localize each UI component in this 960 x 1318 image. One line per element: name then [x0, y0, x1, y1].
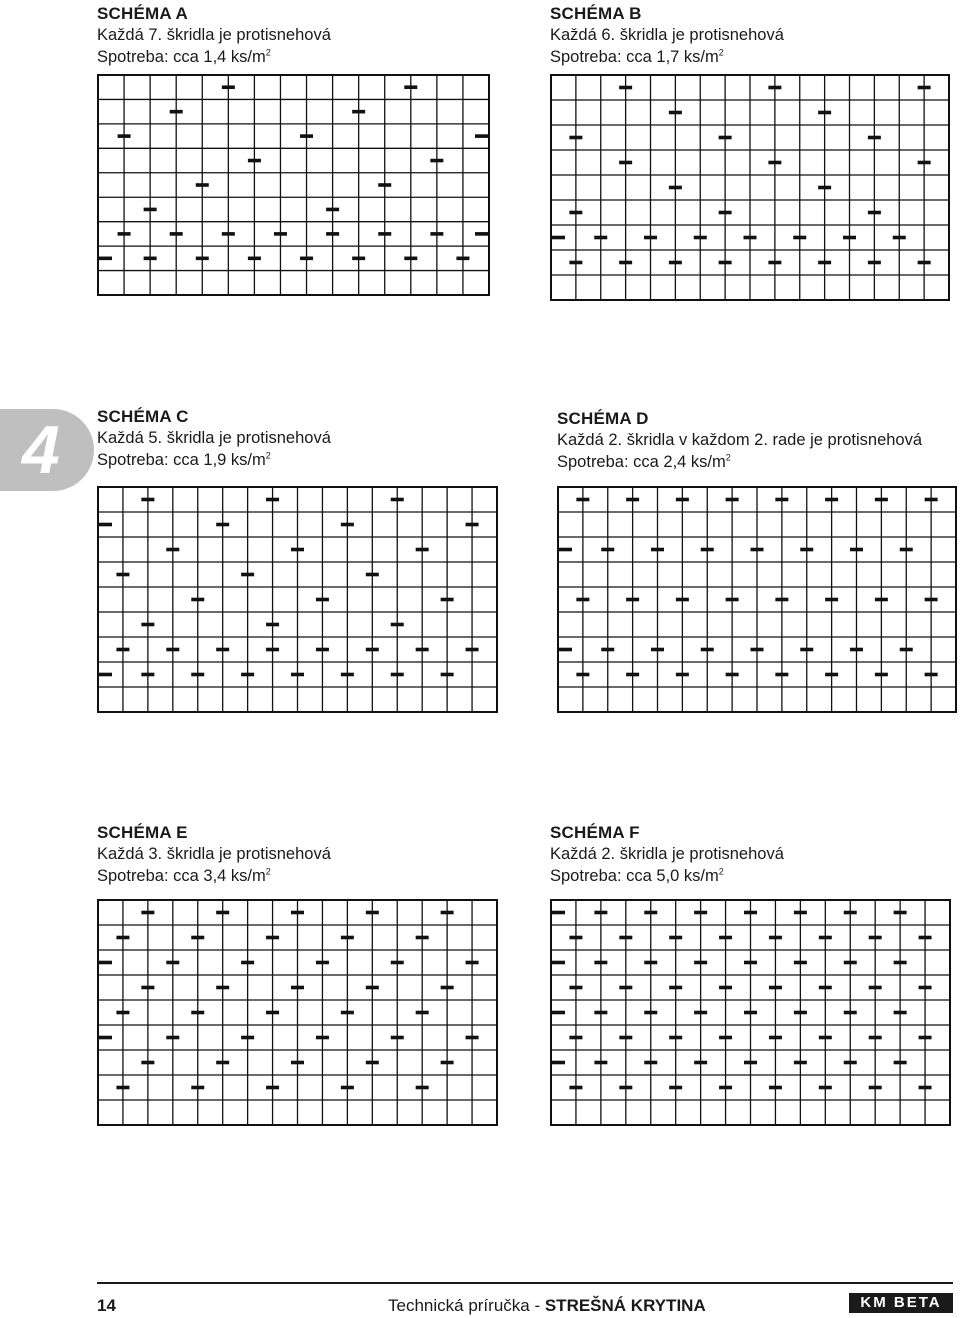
snow-guard-tile [166, 1036, 179, 1040]
snow-guard-tile [794, 961, 807, 965]
schema-description: Každá 2. škridla v každom 2. rade je protisnehová [557, 431, 923, 449]
snow-guard-tile [619, 86, 632, 90]
snow-guard-tile [719, 936, 732, 940]
snow-guard-tile [116, 573, 129, 577]
snow-guard-tile [669, 1036, 682, 1040]
snow-guard-tile [800, 648, 813, 652]
schema-usage [557, 451, 922, 473]
schema-usage [550, 865, 784, 887]
snow-guard-tile [552, 911, 565, 915]
snow-guard-tile [751, 548, 764, 552]
roof-grid-e [97, 899, 498, 1126]
snow-guard-tile [166, 548, 179, 552]
snow-guard-tile [726, 673, 739, 677]
snow-guard-tile [644, 1011, 657, 1015]
snow-guard-tile [769, 936, 782, 940]
snow-guard-tile [170, 232, 183, 236]
snow-guard-tile [850, 648, 863, 652]
snow-guard-tile [241, 961, 254, 965]
roof-grid-f [550, 899, 951, 1126]
usage-exponent: 2 [725, 452, 731, 463]
snow-guard-tile [619, 936, 632, 940]
snow-guard-tile [222, 232, 235, 236]
snow-guard-tile [619, 1036, 632, 1040]
snow-guard-tile [644, 1061, 657, 1065]
snow-guard-tile [918, 86, 931, 90]
schema-description: Každá 5. škridla je protisnehová [97, 429, 331, 447]
grid-frame [98, 75, 489, 295]
schema-description: Každá 2. škridla je protisnehová [550, 845, 784, 863]
snow-guard-tile [651, 548, 664, 552]
snow-guard-tile [456, 257, 469, 261]
snow-guard-tile [576, 673, 589, 677]
snow-guard-tile [430, 159, 443, 163]
schema-d [557, 408, 922, 473]
snow-guard-tile [919, 936, 932, 940]
snow-guard-tile [316, 598, 329, 602]
snow-guard-tile [248, 159, 261, 163]
snow-guard-tile [894, 911, 907, 915]
roof-grid-a [97, 74, 490, 296]
snow-guard-tile [719, 986, 732, 990]
snow-guard-tile [326, 208, 339, 212]
snow-guard-tile [768, 261, 781, 265]
snow-guard-tile [594, 236, 607, 240]
snow-guard-tile [919, 986, 932, 990]
snow-guard-tile [99, 257, 112, 261]
snow-guard-tile [216, 648, 229, 652]
snow-guard-tile [430, 232, 443, 236]
snow-guard-tile [466, 648, 479, 652]
usage-text: Spotreba: cca 1,4 ks/m [97, 48, 266, 66]
snow-guard-tile [694, 1061, 707, 1065]
schema-title: SCHÉMA B [550, 4, 642, 23]
snow-guard-tile [366, 986, 379, 990]
snow-guard-tile [819, 1086, 832, 1090]
snow-guard-tile [769, 986, 782, 990]
snow-guard-tile [719, 136, 732, 140]
snow-guard-tile [99, 673, 112, 677]
snow-guard-tile [619, 986, 632, 990]
snow-guard-tile [291, 673, 304, 677]
schema-c [97, 406, 331, 471]
snow-guard-tile [594, 1061, 607, 1065]
snow-guard-tile [191, 598, 204, 602]
snow-guard-tile [894, 961, 907, 965]
snow-guard-tile [844, 911, 857, 915]
snow-guard-tile [316, 961, 329, 965]
snow-guard-tile [844, 1061, 857, 1065]
snow-guard-tile [869, 1086, 882, 1090]
snow-guard-tile [291, 548, 304, 552]
snow-guard-tile [552, 1011, 565, 1015]
snow-guard-tile [569, 261, 582, 265]
snow-guard-tile [316, 1036, 329, 1040]
schema-a [97, 3, 331, 68]
snow-guard-tile [868, 261, 881, 265]
snow-guard-tile [751, 648, 764, 652]
snow-guard-tile [266, 1011, 279, 1015]
snow-guard-tile [391, 961, 404, 965]
snow-guard-tile [875, 673, 888, 677]
snow-guard-tile [843, 236, 856, 240]
snow-guard-tile [216, 1061, 229, 1065]
snow-guard-tile [569, 986, 582, 990]
snow-guard-tile [875, 598, 888, 602]
page-number: 14 [97, 1296, 116, 1315]
snow-guard-tile [378, 232, 391, 236]
snow-guard-tile [352, 110, 365, 114]
snow-guard-tile [626, 498, 639, 502]
schema-title: SCHÉMA F [550, 823, 640, 842]
usage-exponent: 2 [718, 47, 724, 58]
snow-guard-tile [844, 1011, 857, 1015]
snow-guard-tile [626, 673, 639, 677]
snow-guard-tile [99, 1036, 112, 1040]
snow-guard-tile [669, 1086, 682, 1090]
snow-guard-tile [819, 1036, 832, 1040]
snow-guard-tile [794, 1011, 807, 1015]
snow-guard-tile [726, 498, 739, 502]
snow-guard-tile [266, 623, 279, 627]
snow-guard-tile [404, 257, 417, 261]
snow-guard-tile [118, 232, 131, 236]
snow-guard-tile [241, 573, 254, 577]
snow-guard-tile [466, 523, 479, 527]
snow-guard-tile [552, 1061, 565, 1065]
snow-guard-tile [744, 1011, 757, 1015]
snow-guard-tile [216, 911, 229, 915]
snow-guard-tile [300, 257, 313, 261]
snow-guard-tile [825, 673, 838, 677]
snow-guard-tile [819, 986, 832, 990]
schema-title: SCHÉMA C [97, 407, 189, 426]
snow-guard-tile [769, 1086, 782, 1090]
snow-guard-tile [559, 548, 572, 552]
snow-guard-tile [196, 257, 209, 261]
chapter-number: 4 [22, 412, 60, 488]
schema-b [550, 3, 784, 68]
snow-guard-tile [216, 986, 229, 990]
snow-guard-tile [925, 498, 938, 502]
snow-guard-tile [291, 1061, 304, 1065]
snow-guard-tile [719, 1036, 732, 1040]
snow-guard-tile [744, 911, 757, 915]
snow-guard-tile [619, 1086, 632, 1090]
snow-guard-tile [466, 961, 479, 965]
snow-guard-tile [601, 548, 614, 552]
snow-guard-tile [644, 961, 657, 965]
snow-guard-tile [552, 961, 565, 965]
snow-guard-tile [141, 911, 154, 915]
snow-guard-tile [166, 648, 179, 652]
snow-guard-tile [894, 1011, 907, 1015]
snow-guard-tile [775, 598, 788, 602]
snow-guard-tile [141, 498, 154, 502]
snow-guard-tile [341, 523, 354, 527]
snow-guard-tile [819, 936, 832, 940]
snow-guard-tile [868, 136, 881, 140]
snow-guard-tile [352, 257, 365, 261]
snow-guard-tile [669, 936, 682, 940]
footer-title [388, 1296, 706, 1316]
snow-guard-tile [768, 86, 781, 90]
snow-guard-tile [116, 936, 129, 940]
schema-description: Každá 3. škridla je protisnehová [97, 845, 331, 863]
snow-guard-tile [391, 623, 404, 627]
snow-guard-tile [794, 911, 807, 915]
schema-e [97, 822, 331, 887]
snow-guard-tile [266, 1086, 279, 1090]
snow-guard-tile [266, 498, 279, 502]
snow-guard-tile [818, 261, 831, 265]
snow-guard-tile [191, 1011, 204, 1015]
snow-guard-tile [391, 1036, 404, 1040]
snow-guard-tile [441, 911, 454, 915]
usage-exponent: 2 [265, 866, 271, 877]
snow-guard-tile [366, 1061, 379, 1065]
snow-guard-tile [118, 134, 131, 138]
snow-guard-tile [669, 186, 682, 190]
snow-guard-tile [404, 85, 417, 89]
snow-guard-tile [651, 648, 664, 652]
snow-guard-tile [875, 498, 888, 502]
snow-guard-tile [466, 1036, 479, 1040]
snow-guard-tile [144, 208, 157, 212]
snow-guard-tile [644, 911, 657, 915]
snow-guard-tile [99, 523, 112, 527]
snow-guard-tile [893, 236, 906, 240]
schema-usage [97, 449, 331, 471]
usage-text: Spotreba: cca 1,7 ks/m [550, 48, 719, 66]
schema-usage [97, 46, 331, 68]
snow-guard-tile [726, 598, 739, 602]
schema-title: SCHÉMA D [557, 409, 649, 428]
snow-guard-tile [99, 961, 112, 965]
schema-title: SCHÉMA A [97, 4, 189, 23]
snow-guard-tile [569, 136, 582, 140]
snow-guard-tile [144, 257, 157, 261]
snow-guard-tile [825, 598, 838, 602]
snow-guard-tile [576, 598, 589, 602]
snow-guard-tile [416, 548, 429, 552]
snow-guard-tile [669, 111, 682, 115]
snow-guard-tile [341, 673, 354, 677]
snow-guard-tile [644, 236, 657, 240]
schema-title: SCHÉMA E [97, 823, 188, 842]
snow-guard-tile [744, 236, 757, 240]
snow-guard-tile [141, 623, 154, 627]
snow-guard-tile [701, 548, 714, 552]
snow-guard-tile [900, 648, 913, 652]
snow-guard-tile [341, 936, 354, 940]
snow-guard-tile [274, 232, 287, 236]
usage-exponent: 2 [265, 47, 271, 58]
snow-guard-tile [475, 134, 488, 138]
snow-guard-tile [794, 1061, 807, 1065]
snow-guard-tile [366, 573, 379, 577]
snow-guard-tile [676, 598, 689, 602]
snow-guard-tile [775, 673, 788, 677]
snow-guard-tile [241, 673, 254, 677]
snow-guard-tile [576, 498, 589, 502]
snow-guard-tile [116, 648, 129, 652]
snow-guard-tile [694, 911, 707, 915]
schema-usage [97, 865, 331, 887]
snow-guard-tile [191, 1086, 204, 1090]
snow-guard-tile [166, 961, 179, 965]
snow-guard-tile [416, 1086, 429, 1090]
snow-guard-tile [341, 1086, 354, 1090]
roof-grid-d [557, 486, 957, 713]
snow-guard-tile [775, 498, 788, 502]
snow-guard-tile [569, 1036, 582, 1040]
snow-guard-tile [300, 134, 313, 138]
snow-guard-tile [441, 673, 454, 677]
snow-guard-tile [694, 1011, 707, 1015]
snow-guard-tile [569, 936, 582, 940]
snow-guard-tile [475, 232, 488, 236]
snow-guard-tile [241, 1036, 254, 1040]
snow-guard-tile [441, 986, 454, 990]
snow-guard-tile [559, 648, 572, 652]
snow-guard-tile [793, 236, 806, 240]
snow-guard-tile [918, 261, 931, 265]
snow-guard-tile [316, 648, 329, 652]
snow-guard-tile [366, 911, 379, 915]
snow-guard-tile [196, 183, 209, 187]
snow-guard-tile [416, 1011, 429, 1015]
snow-guard-tile [391, 498, 404, 502]
snow-guard-tile [266, 648, 279, 652]
snow-guard-tile [869, 936, 882, 940]
snow-guard-tile [818, 111, 831, 115]
snow-guard-tile [894, 1061, 907, 1065]
usage-text: Spotreba: cca 2,4 ks/m [557, 453, 726, 471]
footer-title-bold: STREŠNÁ KRYTINA [544, 1296, 706, 1315]
usage-text: Spotreba: cca 1,9 ks/m [97, 451, 266, 469]
snow-guard-tile [341, 1011, 354, 1015]
snow-guard-tile [694, 961, 707, 965]
brand-logo: KM BETA [849, 1293, 953, 1313]
snow-guard-tile [366, 648, 379, 652]
snow-guard-tile [626, 598, 639, 602]
usage-text: Spotreba: cca 3,4 ks/m [97, 867, 266, 885]
snow-guard-tile [869, 1036, 882, 1040]
snow-guard-tile [216, 523, 229, 527]
snow-guard-tile [594, 1011, 607, 1015]
snow-guard-tile [601, 648, 614, 652]
snow-guard-tile [248, 257, 261, 261]
snow-guard-tile [694, 236, 707, 240]
snow-guard-tile [170, 110, 183, 114]
snow-guard-tile [416, 936, 429, 940]
snow-guard-tile [844, 961, 857, 965]
snow-guard-tile [191, 936, 204, 940]
snow-guard-tile [222, 85, 235, 89]
snow-guard-tile [116, 1011, 129, 1015]
snow-guard-tile [266, 936, 279, 940]
usage-exponent: 2 [718, 866, 724, 877]
snow-guard-tile [676, 673, 689, 677]
snow-guard-tile [701, 648, 714, 652]
snow-guard-tile [619, 261, 632, 265]
snow-guard-tile [800, 548, 813, 552]
snow-guard-tile [326, 232, 339, 236]
snow-guard-tile [391, 673, 404, 677]
snow-guard-tile [719, 1086, 732, 1090]
snow-guard-tile [291, 911, 304, 915]
schema-description: Každá 7. škridla je protisnehová [97, 26, 331, 44]
snow-guard-tile [825, 498, 838, 502]
snow-guard-tile [569, 1086, 582, 1090]
snow-guard-tile [416, 648, 429, 652]
snow-guard-tile [569, 211, 582, 215]
snow-guard-tile [719, 261, 732, 265]
snow-guard-tile [850, 548, 863, 552]
schema-usage [550, 46, 784, 68]
snow-guard-tile [719, 211, 732, 215]
snow-guard-tile [669, 986, 682, 990]
snow-guard-tile [141, 673, 154, 677]
snow-guard-tile [291, 986, 304, 990]
snow-guard-tile [744, 961, 757, 965]
snow-guard-tile [919, 1036, 932, 1040]
snow-guard-tile [619, 161, 632, 165]
snow-guard-tile [818, 186, 831, 190]
snow-guard-tile [769, 1036, 782, 1040]
snow-guard-tile [441, 1061, 454, 1065]
schema-description: Každá 6. škridla je protisnehová [550, 26, 784, 44]
usage-exponent: 2 [265, 450, 271, 461]
snow-guard-tile [552, 236, 565, 240]
snow-guard-tile [869, 986, 882, 990]
snow-guard-tile [116, 1086, 129, 1090]
snow-guard-tile [768, 161, 781, 165]
snow-guard-tile [925, 598, 938, 602]
snow-guard-tile [925, 673, 938, 677]
snow-guard-tile [141, 986, 154, 990]
snow-guard-tile [676, 498, 689, 502]
roof-grid-b [550, 74, 950, 301]
snow-guard-tile [868, 211, 881, 215]
snow-guard-tile [378, 183, 391, 187]
snow-guard-tile [919, 1086, 932, 1090]
snow-guard-tile [918, 161, 931, 165]
roof-grid-c [97, 486, 498, 713]
footer-title-prefix: Technická príručka - [388, 1296, 545, 1315]
snow-guard-tile [594, 911, 607, 915]
snow-guard-tile [594, 961, 607, 965]
snow-guard-tile [141, 1061, 154, 1065]
snow-guard-tile [441, 598, 454, 602]
snow-guard-tile [900, 548, 913, 552]
schema-f [550, 822, 784, 887]
snow-guard-tile [191, 673, 204, 677]
snow-guard-tile [669, 261, 682, 265]
chapter-tab [0, 409, 94, 491]
snow-guard-tile [744, 1061, 757, 1065]
usage-text: Spotreba: cca 5,0 ks/m [550, 867, 719, 885]
footer-rule [97, 1282, 953, 1284]
